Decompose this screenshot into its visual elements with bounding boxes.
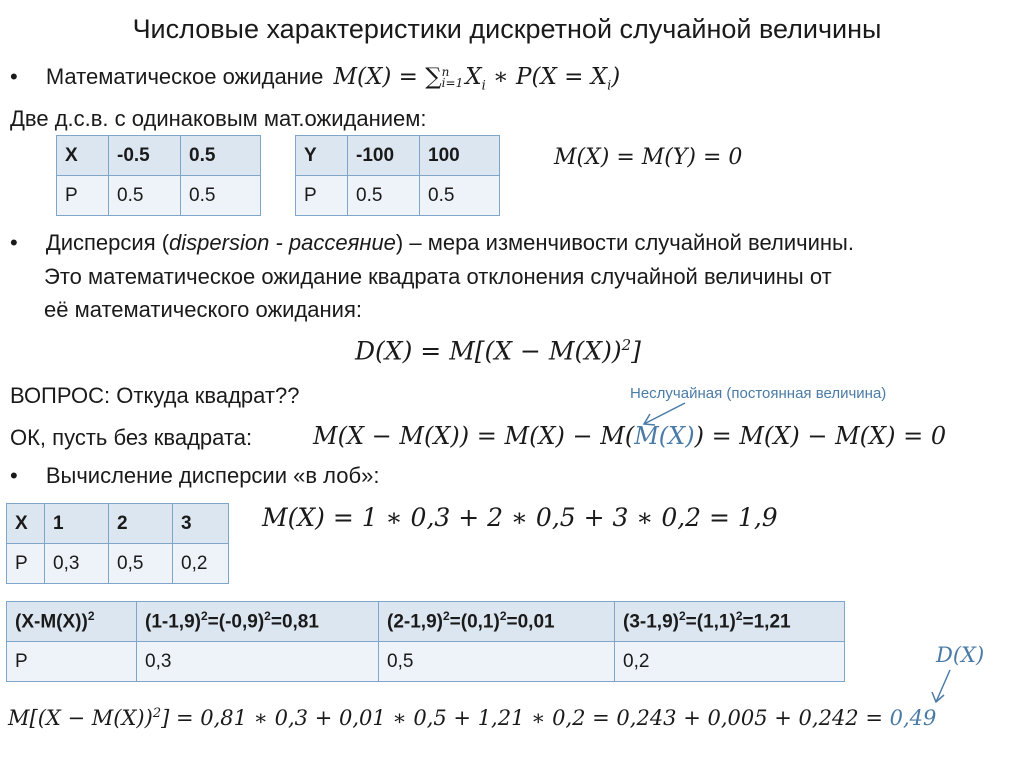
direct-calc-line: • Вычисление дисперсии «в лоб»: [10, 463, 380, 488]
table-cell: Y [296, 136, 348, 176]
table-cell: 0.5 [109, 176, 181, 216]
table-cell: X [7, 504, 45, 544]
table-deviation [6, 601, 845, 682]
table-row [7, 642, 845, 682]
table-cell: 0,5 [109, 544, 173, 584]
table-cell: $(2-1,9)^2=(0,1)^2=0,01$ [379, 602, 615, 642]
mx-eq-my: M(X) = M(Y) = 0 [554, 145, 743, 170]
dx-arrow [926, 668, 966, 708]
table-cell: 100 [420, 136, 500, 176]
dispersion-formula: $D(X) = M[(X - M(X))^2]$ [355, 336, 641, 366]
ok-formula: M(X − M(X)) = M(X) − M(M(X)) = M(X) − M(X) = 0 [313, 422, 947, 450]
table-x [56, 135, 261, 216]
sum-limits: n i=1 [441, 65, 464, 90]
table-cell: -100 [348, 136, 420, 176]
table-row [57, 176, 261, 216]
table-cell: 0,3 [137, 642, 379, 682]
table-y [295, 135, 500, 216]
table-cell: $(3-1,9)^2=(1,1)^2=1,21$ [615, 602, 845, 642]
expectation-formula: M(X) = ∑ n i=1 $X_i$ ∗ $P(X = X_i)$ [333, 64, 621, 94]
table-cell: 3 [173, 504, 229, 544]
expectation-label: Математическое ожидание [45, 64, 324, 89]
table-cell: P [57, 176, 109, 216]
table-row [296, 176, 500, 216]
table-cell: 1 [45, 504, 109, 544]
table-cell: $(1-1,9)^2=(-0,9)^2=0,81$ [137, 602, 379, 642]
bullet: • [10, 463, 18, 488]
mx-calc: M(X) = 1 ∗ 0,3 + 2 ∗ 0,5 + 3 ∗ 0,2 = 1,9 [262, 503, 778, 532]
table-cell: 0.5 [348, 176, 420, 216]
table-cell: 0,3 [45, 544, 109, 584]
table-row [7, 504, 229, 544]
nonrandom-term: M(X) [634, 422, 695, 450]
table-row [7, 544, 229, 584]
dispersion-line2: Это математическое ожидание квадрата отклонения случайной величины от [44, 264, 832, 289]
table-row [7, 602, 845, 642]
two-rv-text: Две д.с.в. с одинаковым мат.ожиданием: [10, 106, 427, 131]
table-row [296, 136, 500, 176]
slide-title: Числовые характеристики дискретной случайной величины [132, 14, 882, 44]
table-cell: X [57, 136, 109, 176]
table-cell: 0,5 [379, 642, 615, 682]
question-text: ВОПРОС: Откуда квадрат?? [10, 383, 300, 408]
expectation-line [10, 64, 620, 94]
bullet: • [10, 230, 18, 255]
bullet: • [10, 64, 18, 89]
table-cell: 0.5 [181, 176, 261, 216]
table-cell: 2 [109, 504, 173, 544]
dispersion-line1: • Дисперсия (dispersion - рассеяние) – мера изменчивости случайной величины. [10, 230, 854, 255]
dx-label: D(X) [936, 643, 985, 667]
table-cell: P [296, 176, 348, 216]
dispersion-line3: её математического ожидания: [44, 297, 362, 322]
final-result: 0,49 [889, 706, 937, 730]
table-cell: P [7, 544, 45, 584]
table-cell: 0.5 [420, 176, 500, 216]
table-cell: $(X-M(X))^2$ [7, 602, 137, 642]
table-cell: P [7, 642, 137, 682]
table-cell: -0.5 [109, 136, 181, 176]
note-nonrandom: Неслучайная (постоянная величина) [630, 385, 887, 402]
table-xp [6, 503, 229, 584]
table-cell: 0,2 [615, 642, 845, 682]
final-formula: $M[(X - M(X))^2] = 0,81$ ∗ 0,3 + 0,01 ∗ 0,5 + 1,21 ∗ 0,2 = 0,243 + 0,005 + 0,242 = 0,49 [8, 706, 937, 730]
table-cell: 0,2 [173, 544, 229, 584]
table-cell: 0.5 [181, 136, 261, 176]
table-row [57, 136, 261, 176]
ok-text: ОК, пусть без квадрата: [10, 425, 253, 450]
